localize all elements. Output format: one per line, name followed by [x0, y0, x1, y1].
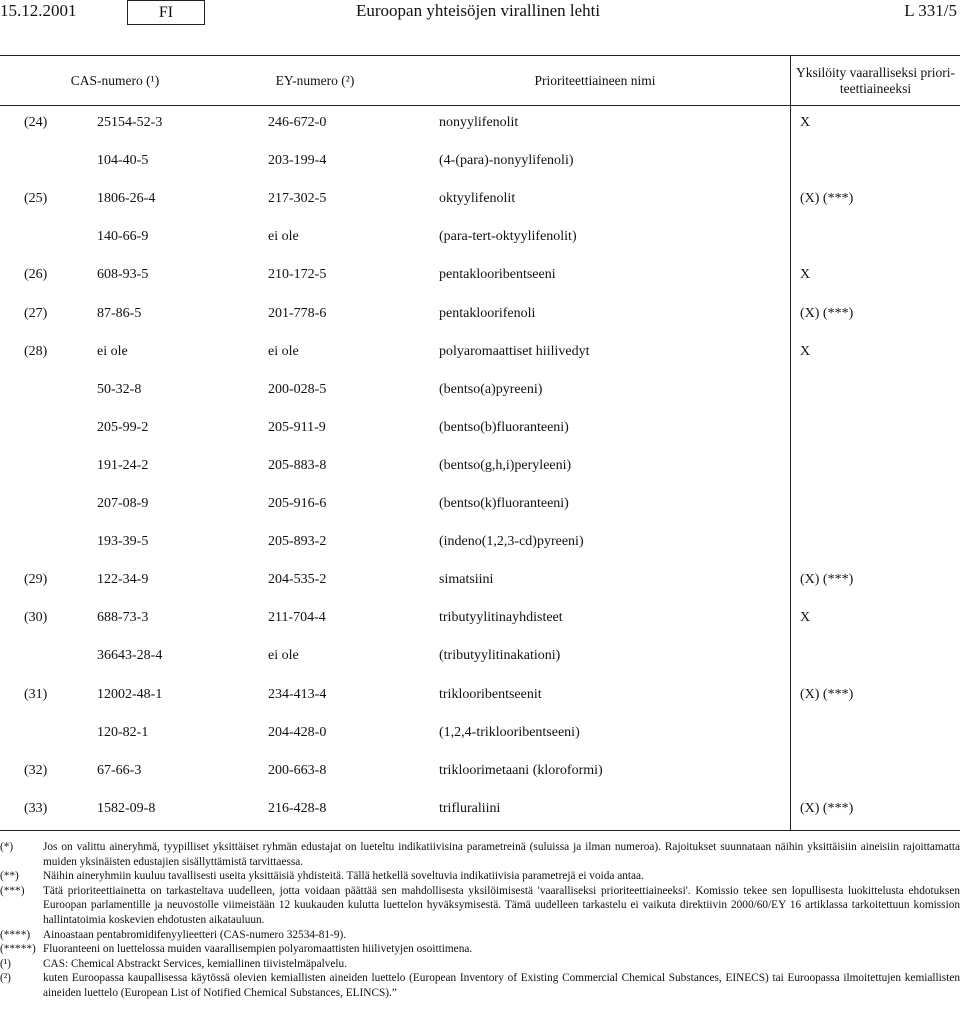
table-body	[0, 106, 960, 830]
footnote	[0, 840, 960, 869]
row-substance-name: (bentso(k)fluoranteeni)	[439, 496, 569, 511]
row-priority-flag: X	[800, 115, 811, 130]
footnote-marker: (*****)	[0, 943, 36, 956]
row-cas-number: 608-93-5	[97, 267, 149, 283]
row-group-number: (24)	[24, 115, 48, 130]
row-substance-name: oktyylifenolit	[439, 191, 516, 207]
row-group-number: (32)	[24, 762, 48, 778]
row-ec-number: 201-778-6	[268, 305, 327, 321]
row-substance-name: (bentso(g,h,i)peryleeni)	[439, 457, 572, 473]
table-row	[0, 258, 960, 296]
footnote-text: kuten Euroopassa kaupallisessa käytössä olevien kemiallisten aineiden luettelo (European Inventory of Existing Commercial Chemical Substances, EINECS) tai Euroopassa ilmoitettujen kemiallisten aineiden luettelo (European List of Notified Chemical Substances, ELINCS).”	[43, 972, 960, 999]
column-header-cas: CAS-numero (¹)	[70, 72, 160, 88]
row-ec-number: ei ole	[268, 648, 299, 664]
table-row	[0, 297, 960, 335]
row-ec-number: 234-413-4	[268, 686, 327, 702]
row-substance-name: simatsiini	[439, 572, 494, 588]
column-header-ec: EY-numero (²)	[275, 72, 355, 88]
footnote-text: Jos on valittu aineryhmä, tyypilliset yksittäiset ryhmän edustajat on lueteltu indikatiivisina parametreinä (suluissa ja ilman numeroa). Rajoitukset suunnataan näihin yksittäisiin aineisiin rajoittamatta muiden yksinäisten edustajien sisällyttämistä tarvittaessa.	[43, 841, 960, 868]
table-row	[0, 639, 960, 677]
row-substance-name: triklooribentseenit	[439, 686, 542, 702]
row-priority-flag: (X) (***)	[800, 191, 854, 207]
row-substance-name: trifluraliini	[439, 800, 501, 816]
table-row	[0, 563, 960, 601]
row-cas-number: 25154-52-3	[97, 115, 163, 130]
footnote	[0, 957, 960, 972]
table-row	[0, 335, 960, 373]
row-group-number: (33)	[24, 800, 48, 816]
table-row	[0, 792, 960, 830]
row-substance-name: polyaromaattiset hiilivedyt	[439, 343, 590, 359]
table-row	[0, 601, 960, 639]
table-row	[0, 525, 960, 563]
row-cas-number: 205-99-2	[97, 419, 149, 435]
row-cas-number: 122-34-9	[97, 572, 149, 588]
table-row	[0, 716, 960, 754]
row-cas-number: 36643-28-4	[97, 648, 163, 664]
footnote-marker: (¹)	[0, 957, 11, 970]
row-cas-number: 120-82-1	[97, 724, 149, 740]
row-ec-number: 205-916-6	[268, 496, 327, 511]
row-ec-number: 205-893-2	[268, 534, 327, 550]
row-priority-flag: (X) (***)	[800, 800, 854, 816]
table-row	[0, 449, 960, 487]
row-substance-name: pentakloorifenoli	[439, 305, 536, 321]
row-group-number: (27)	[24, 305, 48, 321]
row-cas-number: 191-24-2	[97, 457, 149, 473]
row-ec-number: 203-199-4	[268, 153, 327, 169]
row-group-number: (31)	[24, 686, 48, 702]
row-ec-number: ei ole	[268, 343, 299, 359]
row-group-number: (25)	[24, 191, 48, 207]
footnote	[0, 884, 960, 928]
row-substance-name: tributyylitinayhdisteet	[439, 610, 563, 626]
row-ec-number: 217-302-5	[268, 191, 327, 207]
journal-title: Euroopan yhteisöjen virallinen lehti	[356, 1, 601, 20]
footnote-text: Ainoastaan pentabromidifenyylieetteri (CAS-numero 32534-81-9).	[43, 928, 347, 941]
footnote-marker: (***)	[0, 884, 25, 897]
footnote-text: CAS: Chemical Abstrackt Services, kemiallinen tiivistelmäpalvelu.	[43, 957, 348, 970]
table-row	[0, 754, 960, 792]
row-cas-number: 1806-26-4	[97, 191, 156, 207]
row-group-number: (26)	[24, 267, 48, 283]
row-ec-number: ei ole	[268, 229, 299, 245]
row-ec-number: 216-428-8	[268, 800, 327, 816]
row-cas-number: 140-66-9	[97, 229, 149, 245]
row-ec-number: 204-535-2	[268, 572, 327, 588]
row-group-number: (30)	[24, 610, 48, 626]
row-ec-number: 210-172-5	[268, 267, 327, 283]
row-cas-number: 87-86-5	[97, 305, 142, 321]
table-row	[0, 487, 960, 525]
row-cas-number: 193-39-5	[97, 534, 149, 550]
footnote-marker: (²)	[0, 972, 11, 985]
page-header	[0, 0, 960, 28]
row-priority-flag: (X) (***)	[800, 686, 854, 702]
row-priority-flag: (X) (***)	[800, 572, 854, 588]
table-row	[0, 106, 960, 144]
row-substance-name: trikloorimetaani (kloroformi)	[439, 762, 603, 778]
row-group-number: (29)	[24, 572, 48, 588]
row-cas-number: 1582-09-8	[97, 800, 156, 816]
table-row	[0, 220, 960, 258]
row-priority-flag: X	[800, 343, 811, 359]
row-substance-name: (para-tert-oktyylifenolit)	[439, 229, 577, 245]
row-ec-number: 205-911-9	[268, 419, 326, 435]
row-cas-number: 50-32-8	[97, 381, 142, 397]
row-cas-number: ei ole	[97, 343, 128, 359]
footnote	[0, 928, 960, 943]
footnote-text: Näihin aineryhmiin kuuluu tavallisesti useita yksittäisiä yhdisteitä. Tällä hetkellä soveltuvia indikatiivisia parametrejä ei voida antaa.	[43, 870, 644, 883]
row-ec-number: 211-704-4	[268, 610, 326, 626]
footnote	[0, 942, 960, 957]
row-ec-number: 246-672-0	[268, 115, 327, 130]
row-ec-number: 204-428-0	[268, 724, 327, 740]
row-substance-name: (bentso(b)fluoranteeni)	[439, 419, 569, 435]
row-substance-name: (1,2,4-triklooribentseeni)	[439, 724, 580, 740]
table-header	[0, 56, 960, 106]
footnote	[0, 971, 960, 1000]
row-substance-name: pentaklooribentseeni	[439, 267, 556, 283]
footnote-marker: (****)	[0, 928, 31, 941]
row-cas-number: 688-73-3	[97, 610, 149, 626]
priority-substances-table	[0, 55, 960, 831]
page-number: L 331/5	[904, 1, 957, 20]
footnote	[0, 869, 960, 884]
row-substance-name: (tributyylitinakationi)	[439, 648, 561, 664]
table-row	[0, 373, 960, 411]
row-substance-name: (4-(para)-nonyylifenoli)	[439, 153, 574, 169]
footnote-text: Fluoranteeni on luettelossa muiden vaarallisempien polyaromaattisten hiilivetyjen osoittimena.	[43, 943, 473, 956]
row-substance-name: (indeno(1,2,3-cd)pyreeni)	[439, 534, 584, 550]
row-cas-number: 12002-48-1	[97, 686, 163, 702]
row-priority-flag: X	[800, 610, 811, 626]
row-cas-number: 67-66-3	[97, 762, 142, 778]
publication-date: 15.12.2001	[0, 1, 77, 20]
footnote-marker: (*)	[0, 841, 14, 853]
row-substance-name: (bentso(a)pyreeni)	[439, 381, 543, 397]
row-ec-number: 200-663-8	[268, 762, 327, 778]
table-row	[0, 144, 960, 182]
footnote-marker: (**)	[0, 870, 19, 883]
row-substance-name: nonyylifenolit	[439, 115, 519, 130]
column-header-priority: Yksilöity vaaralliseksi priori- teettiaineeksi	[796, 64, 955, 96]
row-group-number: (28)	[24, 343, 48, 359]
column-header-name: Prioriteettiaineen nimi	[534, 72, 656, 88]
table-row	[0, 678, 960, 716]
row-priority-flag: (X) (***)	[800, 305, 854, 321]
row-ec-number: 200-028-5	[268, 381, 327, 397]
language-box: FI	[127, 0, 205, 25]
table-row	[0, 182, 960, 220]
row-cas-number: 207-08-9	[97, 496, 149, 511]
row-priority-flag: X	[800, 267, 811, 283]
footnote-text: Tätä prioriteettiainetta on tarkasteltava uudelleen, jotta voidaan päättää sen mahdollisesta yksilöimisestä 'vaaralliseksi prioriteettiaineeksi'. Komissio tekee sen lopullisesta luokittelusta ehdotuksen Euroopan parlamentille ja neuvostolle viimeistään 12 kuukauden kulutta luettelon hyväksymisestä. Tämä uudelleen tarkastelu ei vaikuta direktiivin 2000/60/EY 16 artiklassa tarkoitettuun komission hallintatoimia koskevien ehdotusten aikatauluun.	[43, 884, 960, 926]
table-row	[0, 411, 960, 449]
footnotes	[0, 840, 960, 1001]
row-ec-number: 205-883-8	[268, 457, 327, 473]
row-cas-number: 104-40-5	[97, 153, 149, 169]
